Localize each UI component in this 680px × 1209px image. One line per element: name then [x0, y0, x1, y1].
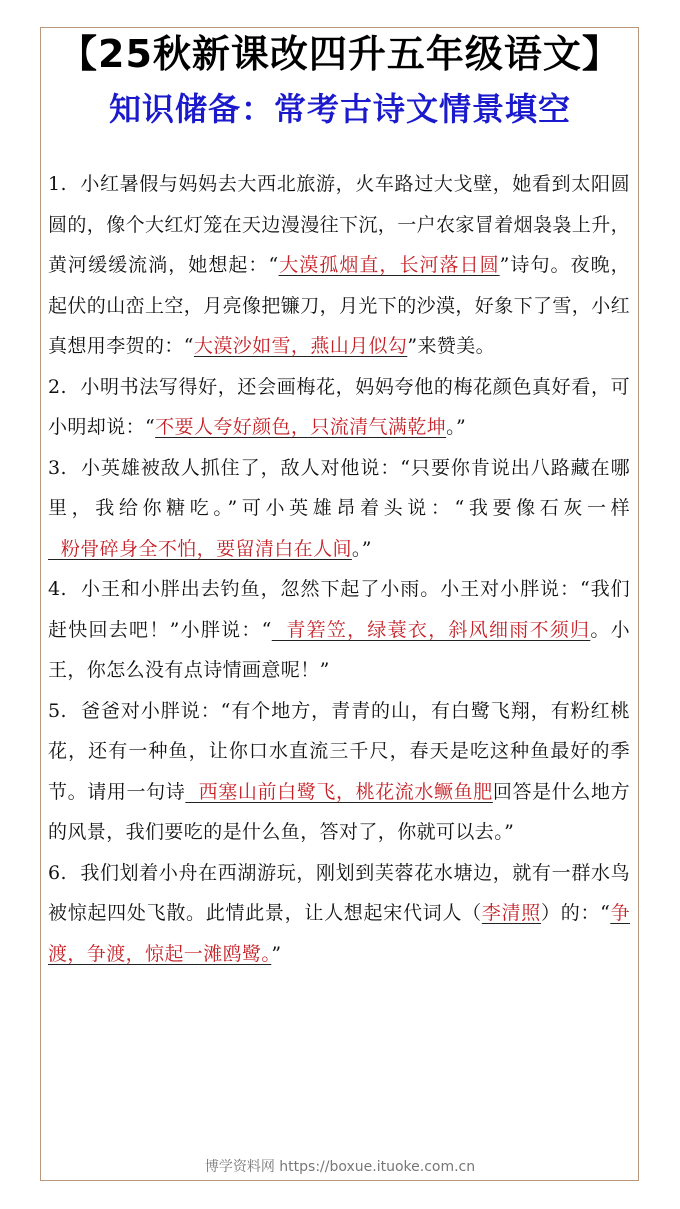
answer-blank: 西塞山前白鹭飞，桃花流水鳜鱼肥: [185, 780, 493, 803]
question-number: 2.: [48, 375, 67, 398]
question-text: 我们划着小舟在西湖游玩，刚划到芙蓉花水塘边，就有一群水鸟被惊起四处飞散。此情此景，让人想起宋代词人（: [48, 861, 631, 924]
question-5: [48, 691, 630, 853]
answer-blank: 粉骨碎身全不怕，要留清白在人间: [48, 537, 352, 560]
question-text: 小红暑假与妈妈去大西北旅游，火车路过大戈壁，她看到太阳圆圆的，像个大红灯笼在天边漫漫往下沉，一户农家冒着烟袅袅上升，黄河缓缓流淌，她想起：“: [48, 173, 631, 276]
document-title: 【25秋新课改四升五年级语文】: [59, 32, 621, 76]
footer-watermark: 博学资料网 https://boxue.ituoke.com.cn: [204, 1159, 476, 1175]
question-text: 回答是什么地方的风景，我们要吃的是什么鱼，答对了，你就可以去。”: [48, 780, 630, 843]
question-number: 4.: [48, 578, 67, 600]
question-text: 爸爸对小胖说：“有个地方，青青的山，有白鹭飞翔，有粉红桃花，还有一种鱼，让你口水直流三千尺，春天是吃这种鱼最好的季节。请用一句诗: [48, 699, 630, 803]
answer-blank: 青箬笠，绿蓑衣，斜风细雨不须归: [271, 618, 591, 641]
question-text: ”来赞美。: [407, 335, 496, 357]
question-4: [48, 569, 630, 691]
question-text: 。”: [351, 537, 372, 560]
question-text: ）的：“: [541, 902, 611, 924]
question-number: 1.: [48, 173, 67, 195]
question-text: 小明书法写得好，还会画梅花，妈妈夸他的梅花颜色真好看，可小明却说：“: [48, 375, 631, 438]
question-2: [48, 367, 630, 448]
question-text: ”: [271, 942, 282, 965]
question-text: 小英雄被敌人抓住了，敌人对他说：“只要你肯说出八路藏在哪里，我给你糖吃。”可小英雄昂着头说：“我要像石灰一样: [48, 456, 630, 519]
answer-blank: 大漠孤烟直，长河落日圆: [278, 254, 500, 276]
question-number: 3.: [48, 456, 67, 479]
answer-blank: 李清照: [481, 902, 541, 924]
question-number: 6.: [48, 861, 67, 884]
answer-blank: 争渡，争渡，惊起一滩鸥鹭。: [48, 902, 631, 965]
question-text: ”诗句。夜晚，起伏的山峦上空，月亮像把镰刀，月光下的沙漠，好象下了雪，小红真想用李贺的：“: [48, 254, 631, 357]
question-text: 。小王，你怎么没有点诗情画意呢！”: [48, 618, 630, 681]
question-list: [48, 164, 630, 974]
question-text: 。”: [446, 416, 467, 438]
question-3: [48, 448, 630, 570]
document-subtitle: 知识储备：常考古诗文情景填空: [108, 90, 571, 128]
question-text: 小王和小胖出去钓鱼，忽然下起了小雨。小王对小胖说：“我们赶快回去吧！”小胖说：“: [48, 578, 630, 641]
question-number: 5.: [48, 699, 67, 722]
question-1: [48, 164, 630, 367]
answer-blank: 大漠沙如雪，燕山月似勾: [193, 335, 408, 357]
answer-blank: 不要人夸好颜色，只流清气满乾坤: [155, 416, 447, 438]
question-6: [48, 853, 630, 975]
